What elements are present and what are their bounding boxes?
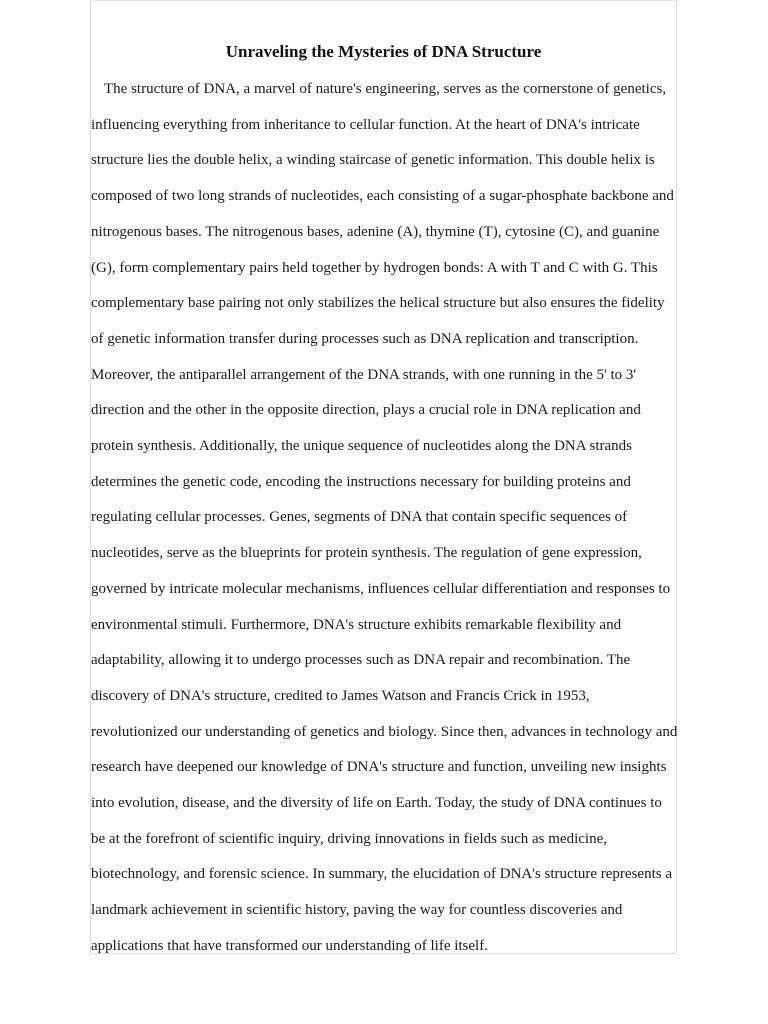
document-page bbox=[90, 0, 677, 954]
document-title: Unraveling the Mysteries of DNA Structure bbox=[225, 42, 542, 61]
document-paragraph: The structure of DNA, a marvel of nature's engineering, serves as the cornerstone of genetics, influencing everything from inheritance to cellular function. At the heart of DNA's intricate structure lies the double helix, a winding staircase of genetic information. This double helix is composed of two long strands of nucleotides, each consisting of a sugar-phosphate backbone and nitrogenous bases. The nitrogenous bases, adenine (A), thymine (T), cytosine (C), and guanine (G), form complementary pairs held together by hydrogen bonds: A with T and C with G. This complementary base pairing not only stabilizes the helical structure but also ensures the fidelity of genetic information transfer during processes such as DNA replication and transcription. Moreover, the antiparallel arrangement of the DNA strands, with one running in the 5' to 3' direction and the other in the opposite direction, plays a crucial role in DNA replication and protein synthesis. Additionally, the unique sequence of nucleotides along the DNA strands determines the genetic code, encoding the instructions necessary for building proteins and regulating cellular processes. Genes, segments of DNA that contain specific sequences of nucleotides, serve as the blueprints for protein synthesis. The regulation of gene expression, governed by intricate molecular mechanisms, influences cellular differentiation and responses to environmental stimuli. Furthermore, DNA's structure exhibits remarkable flexibility and adaptability, allowing it to undergo processes such as DNA repair and recombination. The discovery of DNA's structure, credited to James Watson and Francis Crick in 1953, revolutionized our understanding of genetics and biology. Since then, advances in technology and research have deepened our knowledge of DNA's structure and function, unveiling new insights into evolution, disease, and the diversity of life on Earth. Today, the study of DNA continues to be at the forefront of scientific inquiry, driving innovations in fields such as medicine, biotechnology, and forensic science. In summary, the elucidation of DNA's structure represents a landmark achievement in scientific history, paving the way for countless discoveries and applications that have transformed our understanding of life itself. bbox=[91, 81, 678, 954]
